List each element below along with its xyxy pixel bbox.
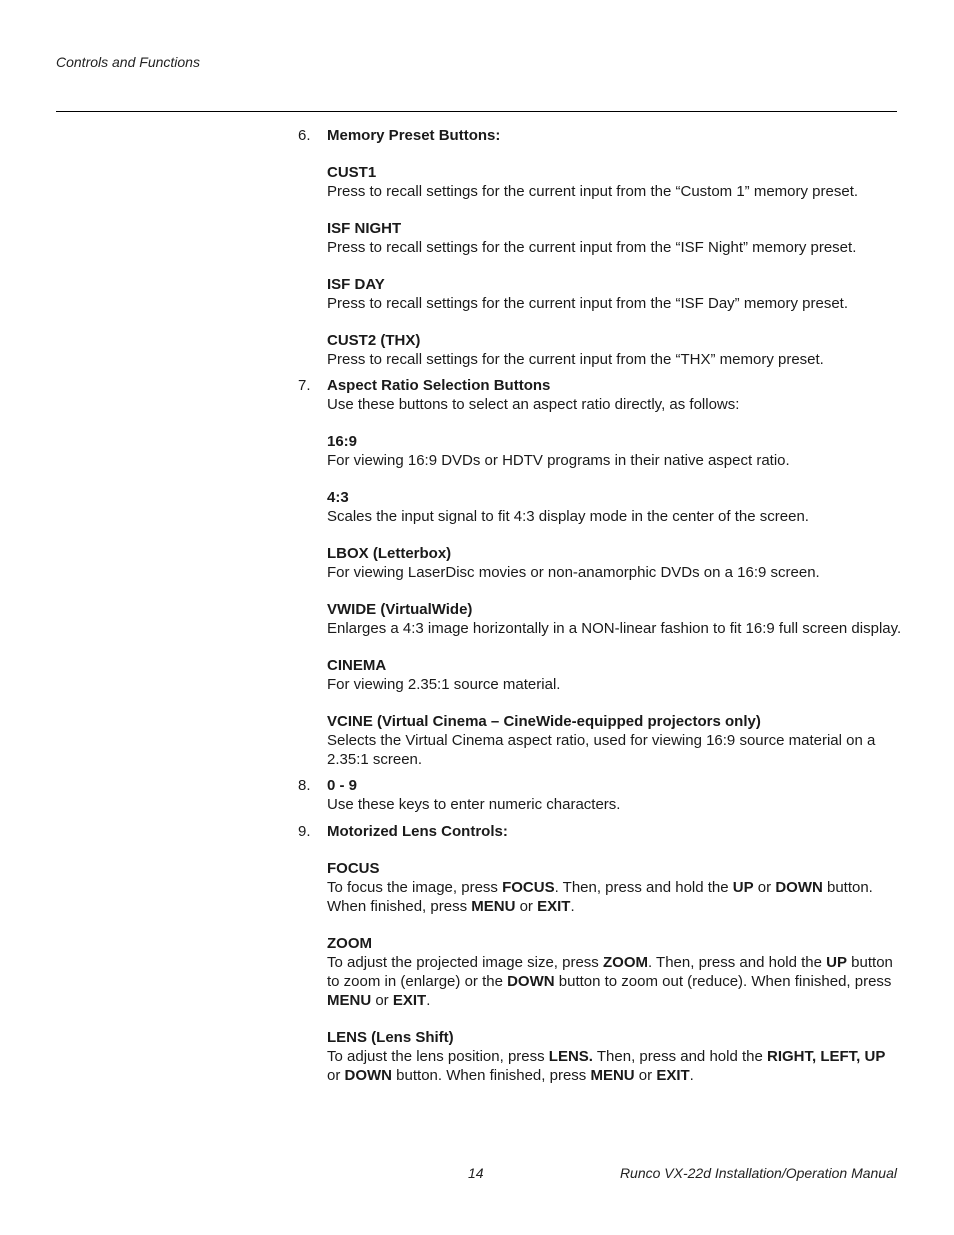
- item-title: Motorized Lens Controls:: [327, 823, 508, 840]
- sub-item-title: ISF NIGHT: [327, 220, 402, 237]
- sub-item-cinema: [327, 656, 902, 694]
- page-content: [298, 126, 902, 1085]
- running-head: Controls and Functions: [56, 54, 200, 70]
- sub-item-title: VWIDE (VirtualWide): [327, 601, 473, 618]
- sub-item-text: To focus the image, press FOCUS. Then, press and hold the UP or DOWN button. When finished, press MENU or EXIT.: [327, 879, 873, 915]
- sub-item-title: ZOOM: [327, 935, 372, 952]
- sub-item-text: Enlarges a 4:3 image horizontally in a NON-linear fashion to fit 16:9 full screen display.: [327, 620, 902, 637]
- item-intro: Use these keys to enter numeric characters.: [327, 796, 621, 813]
- page-number: 14: [468, 1165, 484, 1181]
- sub-item-cust1: [327, 163, 902, 201]
- sub-item-vcine: [327, 712, 902, 769]
- sub-item-title: LBOX (Letterbox): [327, 545, 452, 562]
- item-number: 7.: [298, 377, 311, 394]
- sub-item-title: CUST2 (THX): [327, 332, 421, 349]
- sub-item-title: FOCUS: [327, 860, 380, 877]
- list-item-memory-preset: [298, 126, 902, 369]
- sub-item-isf-day: [327, 275, 902, 313]
- item-title: Memory Preset Buttons:: [327, 127, 501, 144]
- sub-item-title: VCINE (Virtual Cinema – CineWide-equipped projectors only): [327, 713, 761, 730]
- sub-item-text: For viewing 16:9 DVDs or HDTV programs in their native aspect ratio.: [327, 452, 790, 469]
- item-number: 8.: [298, 777, 311, 794]
- sub-item-16-9: [327, 432, 902, 470]
- sub-item-text: Press to recall settings for the current input from the “ISF Night” memory preset.: [327, 239, 857, 256]
- sub-item-focus: [327, 859, 902, 916]
- sub-item-text: Press to recall settings for the current input from the “ISF Day” memory preset.: [327, 295, 849, 312]
- item-title: 0 - 9: [327, 777, 358, 794]
- item-number: 9.: [298, 823, 311, 840]
- item-title: Aspect Ratio Selection Buttons: [327, 377, 551, 394]
- item-number: 6.: [298, 127, 311, 144]
- sub-item-text: For viewing 2.35:1 source material.: [327, 676, 561, 693]
- header-rule: [56, 111, 897, 112]
- sub-item-4-3: [327, 488, 902, 526]
- sub-item-text: Press to recall settings for the current input from the “THX” memory preset.: [327, 351, 824, 368]
- sub-item-title: LENS (Lens Shift): [327, 1029, 454, 1046]
- footer-manual-title: Runco VX-22d Installation/Operation Manual: [619, 1165, 897, 1181]
- sub-item-text: To adjust the lens position, press LENS. Then, press and hold the RIGHT, LEFT, UP or DOWN button. When finished, press MENU or EXIT.: [327, 1048, 886, 1084]
- item-intro: Use these buttons to select an aspect ratio directly, as follows:: [327, 396, 740, 413]
- list-item-lens-controls: [298, 822, 902, 1085]
- list-item-aspect-ratio: [298, 376, 902, 769]
- sub-item-text: To adjust the projected image size, press ZOOM. Then, press and hold the UP button to zoom in (enlarge) or the DOWN button to zoom out (reduce). When finished, press MENU or EXIT.: [327, 954, 893, 1009]
- sub-item-text: Selects the Virtual Cinema aspect ratio, used for viewing 16:9 source material on a 2.35:1 screen.: [327, 732, 876, 768]
- sub-item-text: Press to recall settings for the current input from the “Custom 1” memory preset.: [327, 183, 859, 200]
- sub-item-title: CUST1: [327, 164, 377, 181]
- sub-item-title: 4:3: [327, 489, 349, 506]
- sub-item-text: For viewing LaserDisc movies or non-anamorphic DVDs on a 16:9 screen.: [327, 564, 820, 581]
- sub-item-text: Scales the input signal to fit 4:3 display mode in the center of the screen.: [327, 508, 809, 525]
- sub-item-title: ISF DAY: [327, 276, 385, 293]
- sub-item-title: CINEMA: [327, 657, 387, 674]
- sub-item-zoom: [327, 934, 902, 1010]
- sub-item-vwide: [327, 600, 902, 638]
- list-item-numeric-keys: [298, 776, 902, 814]
- sub-item-lens-shift: [327, 1028, 902, 1085]
- sub-item-isf-night: [327, 219, 902, 257]
- sub-item-cust2-thx: [327, 331, 902, 369]
- sub-item-title: 16:9: [327, 433, 358, 450]
- sub-item-lbox: [327, 544, 902, 582]
